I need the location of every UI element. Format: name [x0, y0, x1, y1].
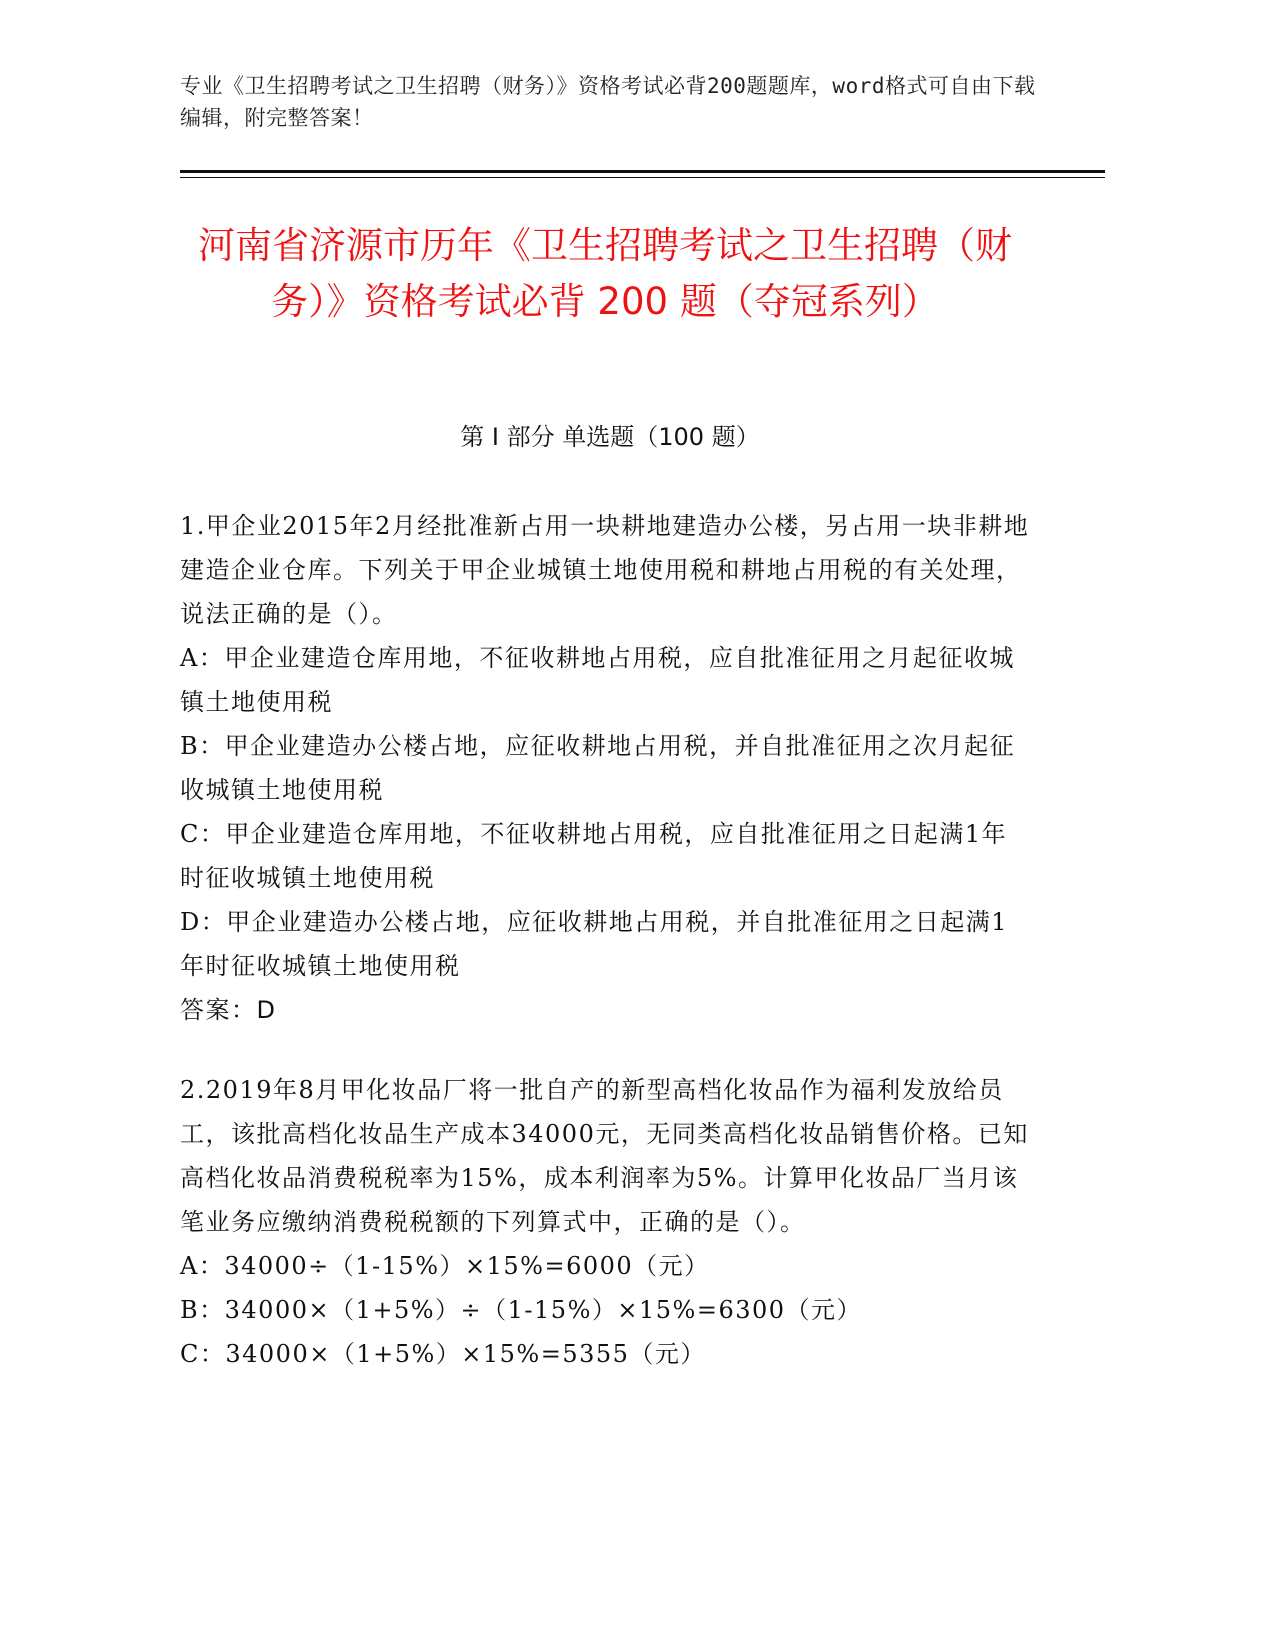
- question-1-option-a: A：甲企业建造仓库用地，不征收耕地占用税，应自批准征用之月起征收城镇土地使用税: [180, 644, 1015, 716]
- header-rule-thick: [180, 170, 1105, 173]
- question-1-stem: 1.甲企业2015年2月经批准新占用一块耕地建造办公楼，另占用一块非耕地建造企业仓库。下列关于甲企业城镇土地使用税和耕地占用税的有关处理，说法正确的是（）。: [180, 512, 1030, 628]
- question-1: [180, 504, 1030, 1032]
- question-2-option-a: A：34000÷（1-15%）×15%=6000（元）: [180, 1252, 710, 1280]
- question-2-stem: 2.2019年8月甲化妆品厂将一批自产的新型高档化妆品作为福利发放给员工，该批高档化妆品生产成本34000元，无同类高档化妆品销售价格。已知高档化妆品消费税税率为15%，成本利润率为5%。计算甲化妆品厂当月该笔业务应缴纳消费税税额的下列算式中，正确的是（）。: [180, 1076, 1029, 1236]
- section-title: 第 I 部分 单选题（100 题）: [460, 423, 760, 451]
- question-1-option-c: C：甲企业建造仓库用地，不征收耕地占用税，应自批准征用之日起满1年时征收城镇土地使用税: [180, 820, 1008, 892]
- question-1-option-d: D：甲企业建造办公楼占地，应征收耕地占用税，并自批准征用之日起满1年时征收城镇土地使用税: [180, 908, 1009, 980]
- question-1-option-b: B：甲企业建造办公楼占地，应征收耕地占用税，并自批准征用之次月起征收城镇土地使用税: [180, 732, 1016, 804]
- question-2: [180, 1068, 1030, 1376]
- question-2-option-c: C：34000×（1+5%）×15%=5355（元）: [180, 1340, 706, 1368]
- header-note: 专业《卫生招聘考试之卫生招聘（财务）》资格考试必背200题题库，word格式可自由下载编辑，附完整答案！: [180, 74, 1036, 130]
- question-2-option-b: B：34000×（1+5%）÷（1-15%）×15%=6300（元）: [180, 1296, 863, 1324]
- document-title: 河南省济源市历年《卫生招聘考试之卫生招聘（财务）》资格考试必背 200 题（夺冠系列）: [198, 224, 1012, 323]
- header-rule-thin: [180, 177, 1105, 178]
- question-1-answer: 答案：D: [180, 996, 277, 1024]
